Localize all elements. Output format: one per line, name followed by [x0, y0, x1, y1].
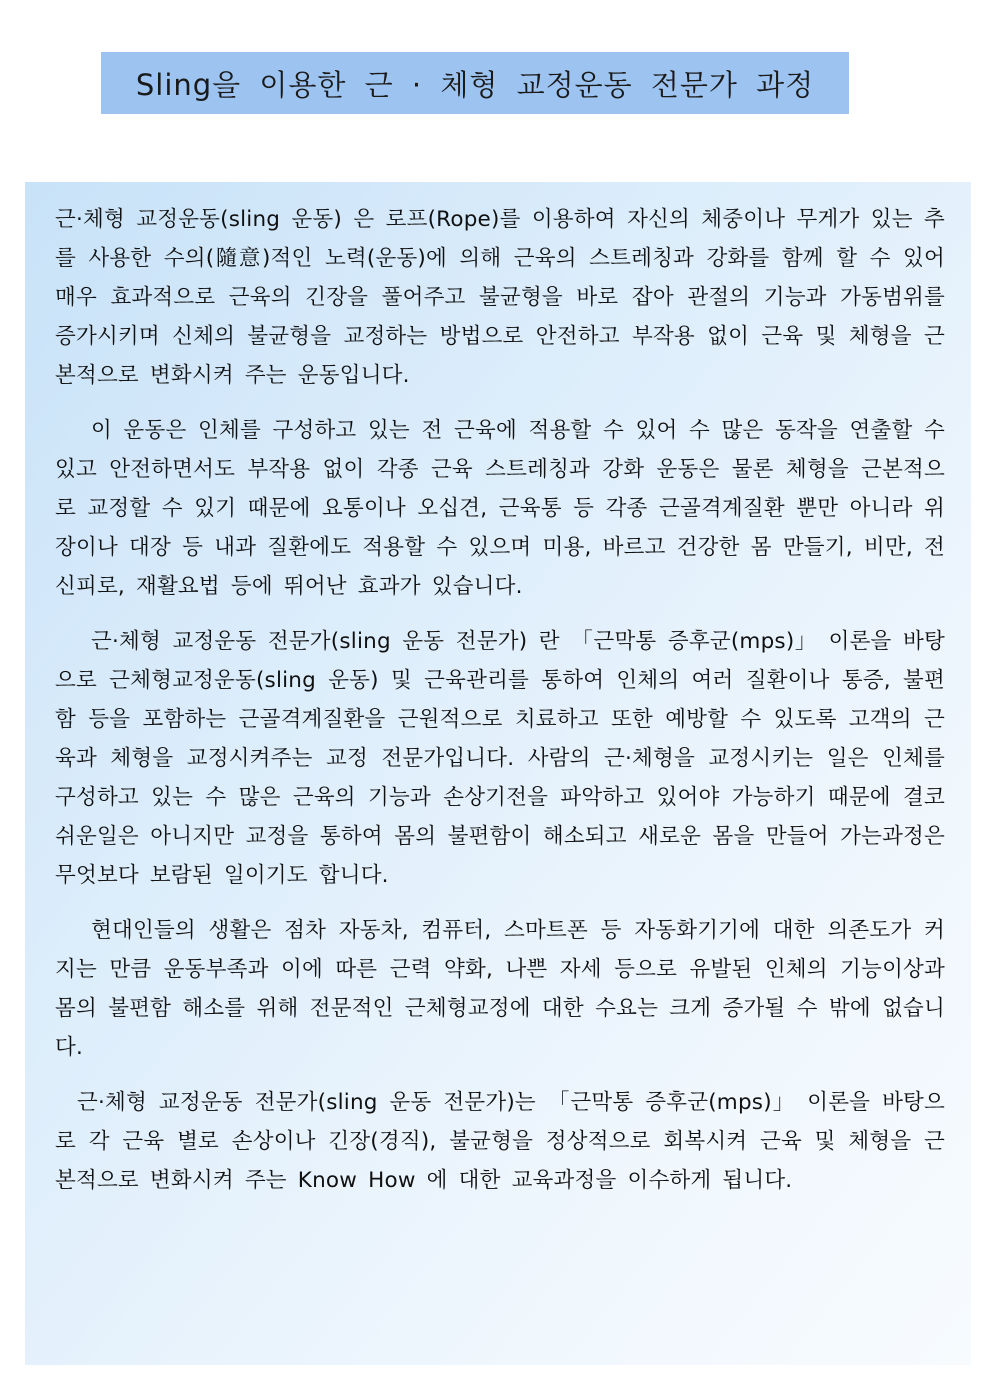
paragraph-applications: 이 운동은 인체를 구성하고 있는 전 근육에 적용할 수 있어 수 많은 동작을 연출할 수 있고 안전하면서도 부작용 없이 각종 근육 스트레칭과 강화 운동은 물론 체형을 근본적으로 교정할 수 있기 때문에 요통이나 오십견, 근육통 등 각종 근골격계질환 뿐만 아니라 위장이나 대장 등 내과 질환에도 적용할 수 있으며 미용, 바르고 건강한 몸 만들기, 비만, 전신피로, 재활요법 등에 뛰어난 효과가 있습니다. — [55, 418, 945, 599]
page-title: Sling을 이용한 근 · 체형 교정운동 전문가 과정 — [135, 67, 815, 102]
paragraph-intro: 근·체형 교정운동(sling 운동) 은 로프(Rope)를 이용하여 자신의 체중이나 무게가 있는 추를 사용한 수의(隨意)적인 노력(운동)에 의해 근육의 스트레칭과 강화를 함께 할 수 있어 매우 효과적으로 근육의 긴장을 풀어주고 불균형을 바로 잡아 관절의 기능과 가동범위를 증가시키며 신체의 불균형을 교정하는 방법으로 안전하고 부작용 없이 근육 및 체형을 근본적으로 변화시켜 주는 운동입니다. — [55, 207, 945, 388]
paragraph-course: 근·체형 교정운동 전문가(sling 운동 전문가)는 「근막통 증후군(mps)」 이론을 바탕으로 각 근육 별로 손상이나 긴장(경직), 불균형을 정상적으로 회복시켜 근육 및 체형을 근본적으로 변화시켜 주는 Know How 에 대한 교육과정을 이수하게 됩니다. — [55, 1090, 945, 1193]
content-panel — [25, 182, 971, 1365]
title-banner — [101, 52, 849, 114]
paragraph-demand: 현대인들의 생활은 점차 자동차, 컴퓨터, 스마트폰 등 자동화기기에 대한 의존도가 커지는 만큼 운동부족과 이에 따른 근력 약화, 나쁜 자세 등으로 유발된 인체의 기능이상과 몸의 불편함 해소를 위해 전문적인 근체형교정에 대한 수요는 크게 증가될 수 밖에 없습니다. — [55, 918, 945, 1060]
paragraph-expert-definition: 근·체형 교정운동 전문가(sling 운동 전문가) 란 「근막통 증후군(mps)」 이론을 바탕으로 근체형교정운동(sling 운동) 및 근육관리를 통하여 인체의 여러 질환이나 통증, 불편함 등을 포함하는 근골격계질환을 근원적으로 치료하고 또한 예방할 수 있도록 고객의 근육과 체형을 교정시켜주는 교정 전문가입니다. 사람의 근·체형을 교정시키는 일은 인체를 구성하고 있는 수 많은 근육의 기능과 손상기전을 파악하고 있어야 가능하기 때문에 결코 쉬운일은 아니지만 교정을 통하여 몸의 불편함이 해소되고 새로운 몸을 만들어 가는과정은 무엇보다 보람된 일이기도 합니다. — [55, 629, 945, 888]
body-text — [55, 200, 945, 1216]
